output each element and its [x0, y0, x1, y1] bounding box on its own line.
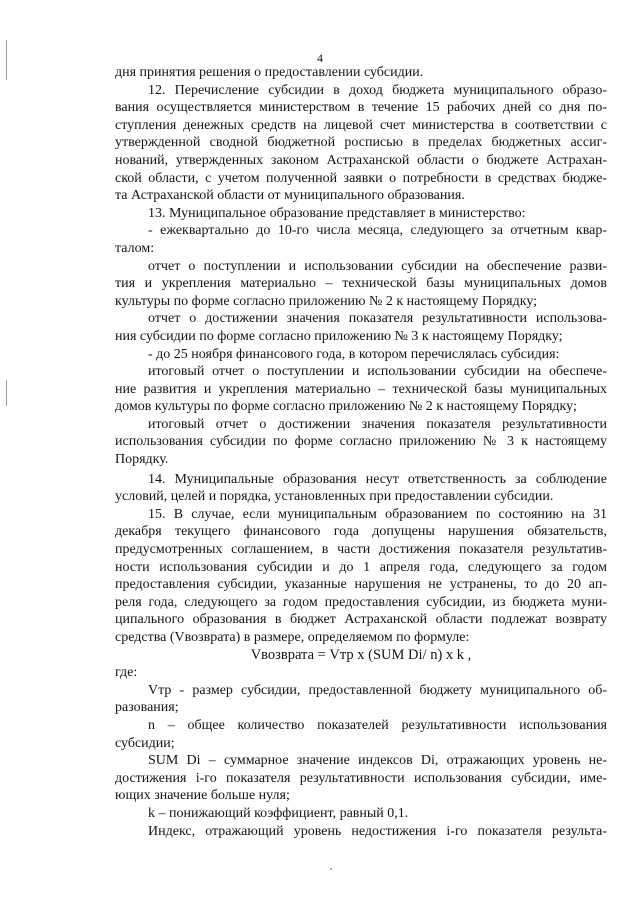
text-line: субсидии; — [115, 735, 175, 751]
text-line: достижения i-го показателя результативности использования субсидии, име- — [115, 770, 607, 786]
text-line: ступления денежных средств на лицевой счет министерства в соответствии с — [115, 117, 607, 133]
text-line: средства (Vвозврата) в размере, определяемом по формуле: — [115, 630, 470, 645]
text-line: талом: — [115, 240, 155, 256]
paragraph-14-line: 14. Муниципальные образования несут ответственность за соблюдение — [148, 471, 607, 487]
text-line: использования субсидии по форме согласно приложению № 3 к настоящему — [115, 434, 607, 450]
text-line: разования; — [115, 700, 179, 716]
text-line: декабря текущего финансового года допущены нарушения обязательств, — [115, 524, 607, 540]
paragraph-12-line: 12. Перечисление субсидии в доход бюджета муниципального образо- — [148, 82, 607, 98]
text-line: ности использования субсидии и до 1 апреля года, следующего за годом — [115, 559, 607, 575]
text-line: отчет о достижении значения показателя результативности использова- — [148, 311, 607, 327]
text-line: ния субсидии по форме согласно приложению № 3 к настоящему Порядку; — [115, 328, 563, 344]
text-line: условий, целей и порядка, установленных при предоставлении субсидии. — [115, 489, 554, 505]
text-line: итоговый отчет о поступлении и использовании субсидии на обеспече- — [148, 364, 607, 380]
text-line: где: — [115, 665, 138, 681]
text-line: итоговый отчет о достижении значения показателя результативности — [148, 416, 607, 432]
page-number: 4 — [317, 51, 323, 65]
refund-formula: Vвозврата = Vтр x (SUM Di/ n) x k , — [250, 646, 472, 663]
text-line: утвержденной сводной бюджетной росписью в пределах бюджетных ассиг- — [115, 135, 607, 151]
scan-speck — [330, 868, 332, 870]
formula-definition-line: k – понижающий коэффициент, равный 0,1. — [148, 805, 409, 821]
document-body — [115, 64, 607, 840]
text-line: ние развития и укрепления материально – технической базы муниципальных — [115, 381, 607, 397]
text-line: Индекс, отражающий уровень недостижения i-го показателя результа- — [148, 823, 607, 839]
text-line: Порядку. — [115, 452, 169, 468]
text-line: предусмотренных соглашением, в части достижения показателя результатив- — [115, 542, 607, 558]
text-line: дня принятия решения о предоставлении субсидии. — [115, 65, 424, 80]
text-line: вания осуществляется министерством в течение 15 рабочих дней со дня по- — [115, 100, 607, 116]
text-line: ющих значение больше нуля; — [115, 788, 290, 804]
formula-definition-line: SUM Di – суммарное значение индексов Di, отражающих уровень не- — [148, 753, 607, 769]
text-line: домов культуры по форме согласно приложению № 2 к настоящему Порядку; — [115, 399, 577, 415]
list-item-line: - до 25 ноября финансового года, в котором перечислялась субсидия: — [148, 346, 560, 362]
text-line: та Астраханской области от муниципального образования. — [115, 188, 465, 204]
scan-margin-mark — [6, 380, 7, 406]
text-line: ской области, с учетом полученной заявки о потребности в средствах бюдже- — [115, 170, 607, 186]
text-line: нований, утвержденных законом Астраханской области о бюджете Астрахан- — [115, 152, 607, 168]
text-line: тия и укрепления материально – технической базы муниципальных домов — [115, 276, 607, 292]
text-line: культуры по форме согласно приложению № 2 к настоящему Порядку; — [115, 293, 538, 309]
list-item-line: - ежеквартально до 10-го числа месяца, следующего за отчетным квар- — [148, 223, 607, 239]
paragraph-13-line: 13. Муниципальное образование представляет в министерство: — [148, 205, 526, 221]
formula-definition-line: Vтр - размер субсидии, предоставленной бюджету муниципального об- — [148, 682, 607, 698]
text-line: отчет о поступлении и использовании субсидии на обеспечение разви- — [148, 258, 607, 274]
text-line: реля года, следующего за годом предоставления субсидии, из бюджета муни- — [115, 594, 607, 610]
paragraph-15-line: 15. В случае, если муниципальным образованием по состоянию на 31 — [148, 506, 607, 522]
text-line: предоставления субсидии, указанные нарушения не устранены, то до 20 ап- — [115, 577, 607, 593]
formula-definition-line: n – общее количество показателей результативности использования — [148, 717, 607, 733]
text-line: ципального образования в бюджет Астраханской области подлежат возврату — [115, 612, 607, 628]
